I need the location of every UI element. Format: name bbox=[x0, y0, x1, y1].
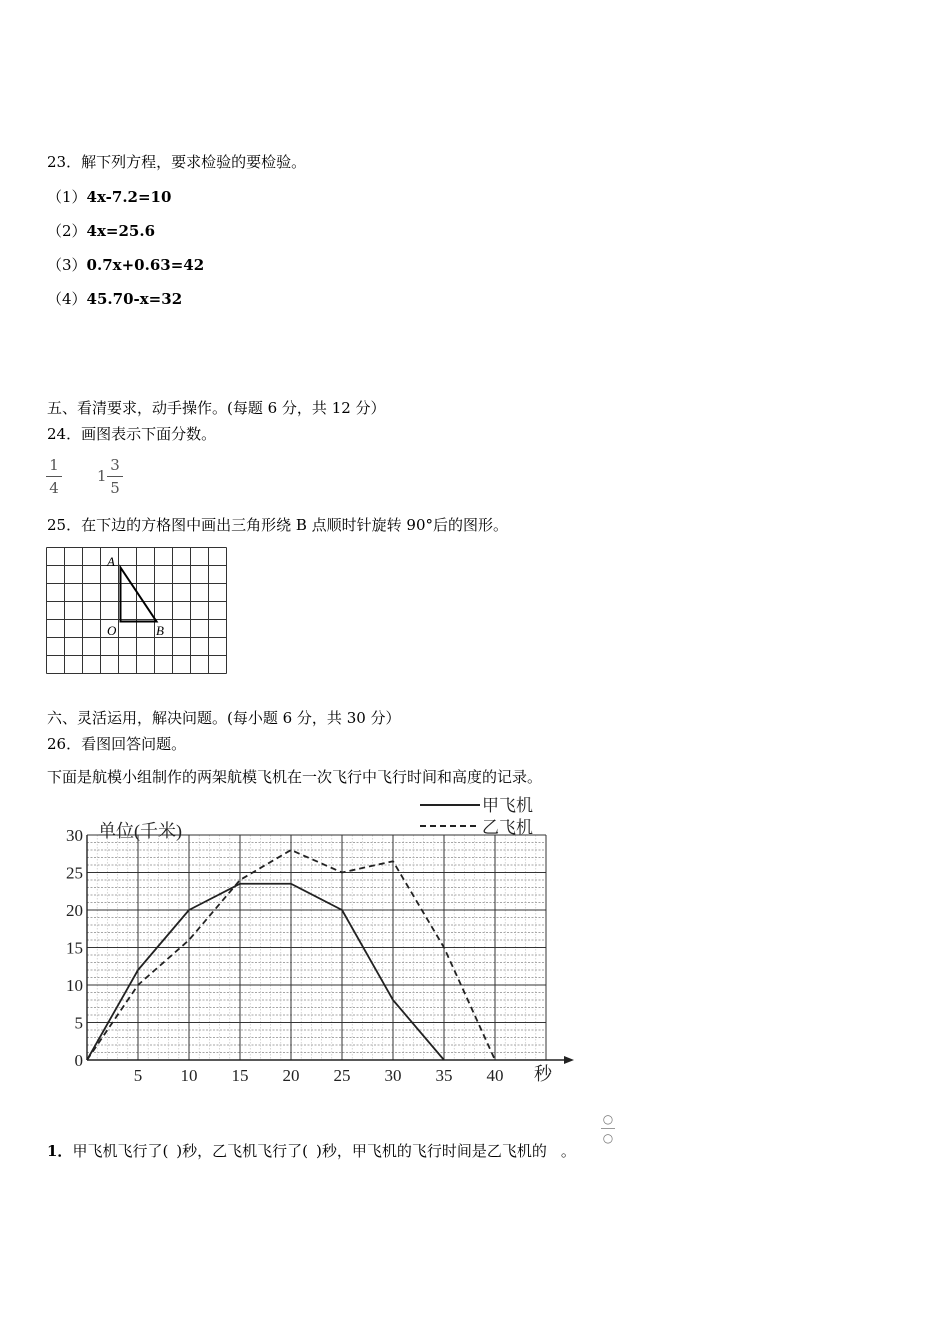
y-tick-label: 25 bbox=[66, 863, 83, 883]
numerator: 1 bbox=[49, 456, 59, 474]
legend-label-jia: 甲飞机 bbox=[482, 796, 533, 815]
triangle-aob bbox=[121, 568, 157, 622]
vertex-b-label: B bbox=[156, 623, 164, 638]
q25-title: 25．在下边的方格图中画出三角形绕 B 点顺时针旋转 90°后的图形。 bbox=[47, 516, 509, 534]
fraction-bar bbox=[601, 1128, 615, 1129]
x-tick-label: 35 bbox=[435, 1066, 453, 1085]
answer-fraction[interactable] bbox=[601, 1112, 615, 1145]
denominator: 5 bbox=[110, 479, 120, 497]
fraction-bar bbox=[107, 476, 123, 477]
equation: 4x-7.2=10 bbox=[86, 188, 172, 206]
y-tick-label: 20 bbox=[66, 901, 83, 920]
x-axis-label: 秒 bbox=[534, 1064, 552, 1084]
y-tick-label: 10 bbox=[66, 976, 83, 995]
answer-denominator: ○ bbox=[602, 1131, 614, 1145]
y-tick-label: 15 bbox=[66, 938, 83, 958]
sub1-num: 1． bbox=[47, 1142, 73, 1160]
equation: 45.70-x=32 bbox=[86, 290, 183, 308]
flight-height-chart bbox=[60, 790, 590, 1090]
q23-title: 23．解下列方程，要求检验的要检验。 bbox=[47, 153, 307, 171]
equation: 4x=25.6 bbox=[86, 222, 156, 240]
y-tick-label: 0 bbox=[74, 1051, 83, 1070]
sub1-text-c: )秒，甲飞机的飞行时间是乙飞机的 bbox=[316, 1142, 547, 1160]
item-num: （1） bbox=[47, 188, 87, 206]
q26-sub1 bbox=[47, 1140, 576, 1161]
mixed-whole: 1 bbox=[97, 467, 107, 485]
q23-item-3 bbox=[47, 254, 204, 275]
grid-lines bbox=[47, 548, 227, 674]
x-axis-arrow bbox=[564, 1056, 574, 1064]
fraction-three-fifths bbox=[107, 456, 123, 497]
q26-title: 26．看图回答问题。 bbox=[47, 735, 187, 753]
sub1-text-a: 甲飞机飞行了( bbox=[72, 1142, 169, 1160]
q24-title: 24．画图表示下面分数。 bbox=[47, 425, 217, 443]
x-tick-label: 30 bbox=[384, 1066, 402, 1085]
vertex-a-label: A bbox=[107, 554, 115, 569]
legend-label-yi: 乙飞机 bbox=[482, 818, 533, 837]
sub1-text-b: )秒，乙飞机飞行了( bbox=[176, 1142, 309, 1160]
q23-item-2 bbox=[47, 220, 155, 241]
sub1-end: 。 bbox=[560, 1142, 576, 1160]
x-tick-label: 5 bbox=[133, 1066, 143, 1085]
chart-major-grid bbox=[87, 835, 546, 1060]
legend bbox=[420, 796, 533, 837]
numerator: 3 bbox=[110, 456, 120, 474]
fraction-one-quarter bbox=[46, 456, 62, 497]
item-num: （2） bbox=[47, 222, 87, 240]
vertex-o-label: O bbox=[107, 623, 117, 638]
x-tick-label: 25 bbox=[333, 1066, 351, 1085]
q23-item-4 bbox=[47, 288, 182, 309]
denominator: 4 bbox=[49, 479, 59, 497]
y-tick-label: 5 bbox=[74, 1013, 83, 1033]
y-tick-label: 30 bbox=[66, 826, 83, 845]
rotation-grid bbox=[46, 547, 232, 679]
section5-heading: 五、看清要求，动手操作。(每题 6 分，共 12 分） bbox=[47, 399, 386, 417]
section6-heading: 六、灵活运用，解决问题。(每小题 6 分，共 30 分） bbox=[47, 709, 401, 727]
x-tick-label: 20 bbox=[282, 1066, 300, 1085]
answer-numerator: ○ bbox=[602, 1112, 614, 1126]
item-num: （4） bbox=[47, 290, 87, 308]
q23-item-1 bbox=[47, 186, 171, 207]
x-tick-label: 10 bbox=[180, 1066, 198, 1085]
y-axis-label: 单位(千米) bbox=[98, 821, 182, 841]
equation: 0.7x+0.63=42 bbox=[86, 256, 205, 274]
q26-description: 下面是航模小组制作的两架航模飞机在一次飞行中飞行时间和高度的记录。 bbox=[47, 768, 543, 786]
item-num: （3） bbox=[47, 256, 87, 274]
x-tick-label: 40 bbox=[486, 1066, 504, 1085]
fraction-bar bbox=[46, 476, 62, 477]
x-tick-label: 15 bbox=[231, 1066, 249, 1085]
